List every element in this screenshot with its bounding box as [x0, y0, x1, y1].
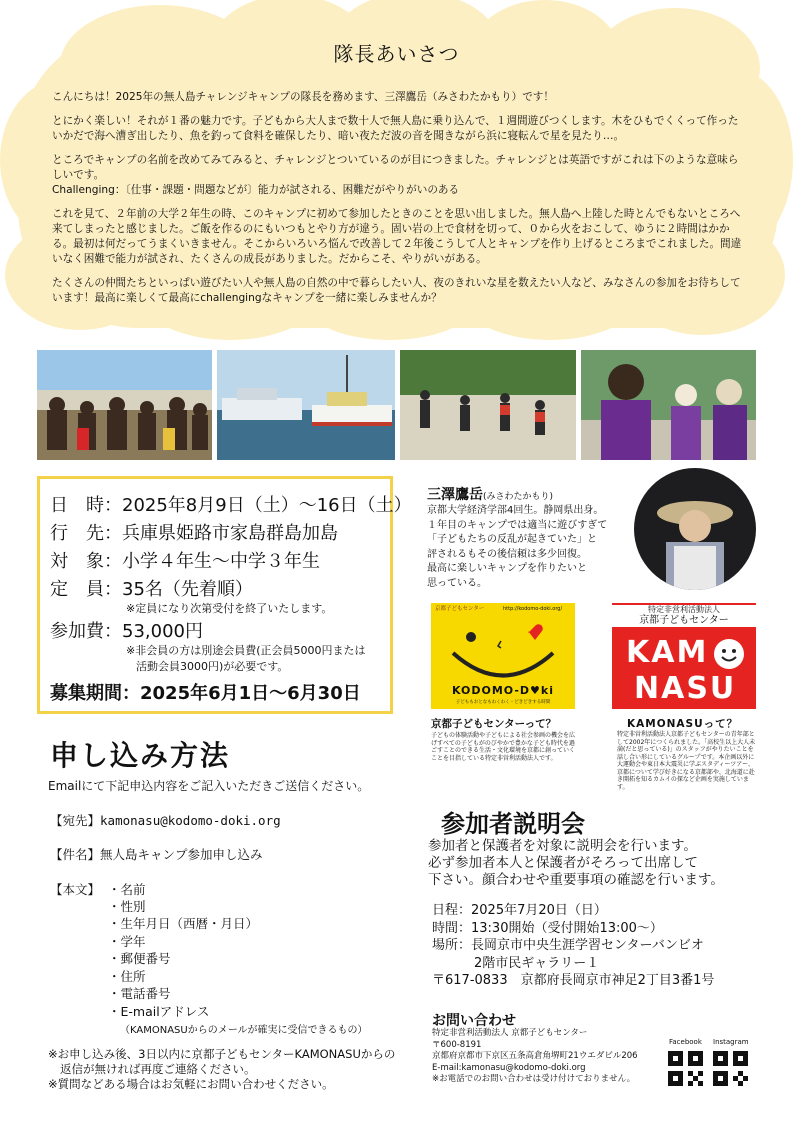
apply-title: 申し込み方法: [50, 739, 231, 772]
info-target: [50, 547, 320, 573]
kamonasu-description: 特定非営利活動法人京都子どもセンターの青年部として2002年につくられました。「高校生以上大人未満(だと思っている)」のスタッフがやりたいことを話し合い形にしているグループです。本企画以外に大運動会や東日本大震災に学ぶスタディーツアー、京都について学び好きになる京都部や、北海道に赴き開拓を知るカムイの探など企画を実施しています。: [617, 731, 756, 791]
apply-subject-value: 無人島キャンプ参加申し込み: [100, 847, 263, 862]
greeting-p2: とにかく楽しい！それが１番の魅力です。子どもから大人まで数十人で無人島に乗り込んで、１週間遊びつくします。木をひもでくくって作ったいかだで海へ漕ぎ出したり、魚を釣って食料を確保したり、暗い夜ただ波の音を聞きながら浜に寝転んで星を見たり…。: [52, 115, 739, 142]
setsumeikai-line: 参加者と保護者を対象に説明会を行います。: [428, 838, 697, 854]
setsumeikai-time: 時間：13:30開始（受付開始13:00～）: [432, 920, 663, 936]
greeting-p3: ところでキャンプの名前を改めてみてみると、チャレンジとついているのが目につきました。チャレンジとは英語ですがこれは下のような意味らしいです。: [52, 154, 739, 181]
info-date-label: 日 時：: [50, 495, 122, 516]
apply-to-email[interactable]: kamonasu@kodomo-doki.org: [100, 813, 281, 828]
info-target-label: 対 象：: [50, 551, 122, 572]
kodomo-doki-logo: [431, 603, 575, 709]
apply-to: [50, 811, 281, 829]
fee-note-2: 活動会員3000円)が必要です。: [136, 660, 289, 673]
info-target-value: 小学４年生～中学３年生: [122, 551, 320, 572]
event-info-box: [37, 476, 412, 714]
greeting-title: 隊長あいさつ: [333, 42, 460, 66]
greeting-p4: これを見て、２年前の大学２年生の時、このキャンプに初めて参加したときのことを思い出しました。無人島へ上陸した時とんでもないところへ来てしまったと感じました。ご飯を作るのにもいつもとやり方が違う。固い岩の上で食材を切って、０から火をおこして、ゆうに２時間はかかる。最初は何だってうまくいきません。そこからいろいろ悩んで改善して２年後こうして人とキャンプを作り上げるところまでこれました。間違いなく困難で能力が試され、たくさんの成長がありました。だからこそ、やりがいがある。: [52, 208, 742, 265]
profile-line: 最高に楽しいキャンプを作りたいと: [427, 563, 587, 574]
photo-boats: [217, 350, 395, 460]
instagram-label: Instagram: [713, 1038, 749, 1046]
contact-note: ※お電話でのお問い合わせは受け付けておりません。: [432, 1074, 636, 1084]
info-period: [50, 679, 361, 705]
contact-info: [432, 1028, 638, 1086]
info-capacity: [50, 575, 253, 601]
greeting-p3b: Challenging：〔仕事・課題・問題などが〕能力が試される、困難だがやりがいのある: [52, 184, 460, 196]
apply-email-note: （KAMONASUからのメールが確実に受信できるもの）: [120, 1025, 368, 1036]
greeting-body: [52, 90, 742, 315]
apply-item: ・住所: [108, 969, 146, 984]
contact-address: 京都府京都市下京区五条高倉角堺町21ウエダビル206: [432, 1051, 638, 1061]
facebook-label: Facebook: [669, 1038, 702, 1046]
apply-notes: [48, 1047, 395, 1092]
profile-name-text: 三澤鷹岳: [427, 487, 483, 503]
apply-item: ・学年: [108, 934, 146, 949]
photo-running: [400, 350, 576, 460]
apply-item: ・E-mailアドレス: [108, 1004, 210, 1019]
info-destination: [50, 519, 338, 545]
info-dest-label: 行 先：: [50, 523, 122, 544]
setsumeikai-date: 日程：2025年7月20日（日）: [432, 903, 607, 918]
info-capacity-value: 35名（先着順）: [122, 579, 253, 600]
setsumeikai-text: [428, 838, 758, 889]
setsumeikai-line: 下さい。顔合わせや重要事項の確認を行います。: [428, 872, 724, 888]
info-date-value: 2025年8月9日（土）～16日（土）: [122, 495, 412, 516]
apply-item: ・郵便番号: [108, 951, 171, 966]
apply-item: ・電話番号: [108, 986, 171, 1001]
setsumeikai-line: 必ず参加者本人と保護者がそろって出席して: [428, 855, 698, 871]
info-fee: [50, 617, 203, 643]
profile-line: 思っている。: [427, 577, 487, 589]
setsumeikai-title: 参加者説明会: [441, 810, 585, 838]
apply-note-1: ※お申し込み後、3日以内に京都子どもセンターKAMONASUからの: [48, 1047, 396, 1061]
setsumeikai-place2: 2階市民ギャラリー１: [474, 955, 600, 971]
capacity-note: ※定員になり次第受付を終了いたします。: [126, 602, 333, 615]
profile-line: 評されるもその後信頼は多少回復。: [427, 548, 587, 560]
kodomo-caption: 京都子どもセンターって？: [431, 718, 557, 730]
kodomo-logo-org: 京都子どもセンター: [435, 606, 485, 612]
kamonasu-org2: 京都子どもセンター: [612, 615, 756, 627]
profile-line: １年目のキャンプでは適当に遊びすぎて: [427, 519, 608, 531]
contact-org: 特定非営利活動法人 京都子どもセンター: [432, 1028, 588, 1038]
instagram-qr-icon[interactable]: [713, 1051, 748, 1086]
setsumeikai-postal: 〒617-0833 京都府長岡京市神足2丁目3番1号: [432, 973, 715, 988]
greeting-p5: たくさんの仲間たちといっぱい遊びたい人や無人島の自然の中で暮らしたい人、夜のきれいな星を数えたい人など、みなさんの参加をお待ちしています！最高に楽しくて最高にchallengingなキャンプを一緒に楽しみませんか？: [52, 277, 741, 304]
kamonasu-word1: KAM: [626, 635, 709, 670]
profile-line: 「子どもたちの反乱が起きていた」と: [427, 534, 597, 545]
kamonasu-word2: NASU: [634, 671, 737, 706]
apply-note-2: ※質問などある場合はお気軽にお問い合わせください。: [48, 1077, 334, 1091]
info-fee-value: 53,000円: [122, 621, 203, 642]
greeting-p1: こんにちは！2025年の無人島チャレンジキャンプの隊長を務めます、三澤鷹岳（みさわたかもり）です！: [52, 91, 554, 103]
profile-text: [427, 504, 637, 591]
apply-note-1b: 返信が無ければ再度ご連絡ください。: [60, 1062, 256, 1076]
info-dest-value: 兵庫県姫路市家島群島加島: [122, 523, 338, 544]
photo-kids: [581, 350, 756, 460]
info-fee-label: 参加費：: [50, 621, 122, 642]
info-period-value: 2025年6月1日～6月30日: [140, 683, 361, 704]
contact-postal: 〒600-8191: [432, 1039, 482, 1050]
kamonasu-org1: 特定非営利活動法人: [612, 605, 756, 615]
kodomo-description: 子どもの体験活動や子どもによる社会参画の機会を広げすべての子どもがのびやかで豊かな子ども時代を過ごすことのできる生活・文化環境を京都に創っていくことを目指している特定非営利活動法人です。: [431, 732, 576, 762]
setsumeikai-place: 場所：長岡京市中央生涯学習センターバンビオ: [432, 938, 704, 953]
apply-subject: [50, 845, 263, 863]
fee-note-1: ※非会員の方は別途会員費(正会員5000円または: [126, 644, 366, 657]
kodomo-logo-tag: 子どももおとなもわくわく・どきどきする時間: [455, 700, 551, 705]
apply-subtitle: Emailにて下記申込内容をご記入いただきご送信ください。: [48, 779, 370, 793]
setsumeikai-details: [432, 902, 714, 990]
facebook-qr-icon[interactable]: [668, 1051, 703, 1086]
info-period-label: 募集期間：: [50, 683, 140, 704]
kamonasu-caption: KAMONASUって？: [627, 718, 739, 730]
kamonasu-logo: [612, 603, 756, 709]
kamonasu-face-icon: [712, 637, 746, 671]
apply-body-label: 【本文】: [50, 882, 101, 897]
profile-name: [427, 484, 553, 504]
apply-subject-label: 【件名】: [50, 847, 101, 862]
profile-reading: (みさわたかもり): [483, 492, 554, 502]
apply-item: ・性別: [108, 899, 146, 914]
apply-item: ・名前: [108, 882, 146, 897]
profile-photo: [634, 468, 756, 590]
apply-to-label: 【宛先】: [50, 813, 101, 828]
kodomo-logo-url: http://kodomo-doki.org/: [503, 606, 563, 612]
photo-group: [37, 350, 212, 460]
info-date: [50, 491, 412, 517]
kodomo-logo-name: KODOMO-D♥ki: [451, 684, 554, 697]
contact-title: お問い合わせ: [432, 1013, 516, 1029]
apply-item: ・生年月日（西暦・月日）: [108, 916, 259, 931]
profile-line: 京都大学経済学部4回生。静岡県出身。: [427, 505, 604, 516]
contact-email[interactable]: E-mail:kamonasu@kodomo-doki.org: [432, 1062, 586, 1073]
info-capacity-label: 定 員：: [50, 579, 122, 600]
